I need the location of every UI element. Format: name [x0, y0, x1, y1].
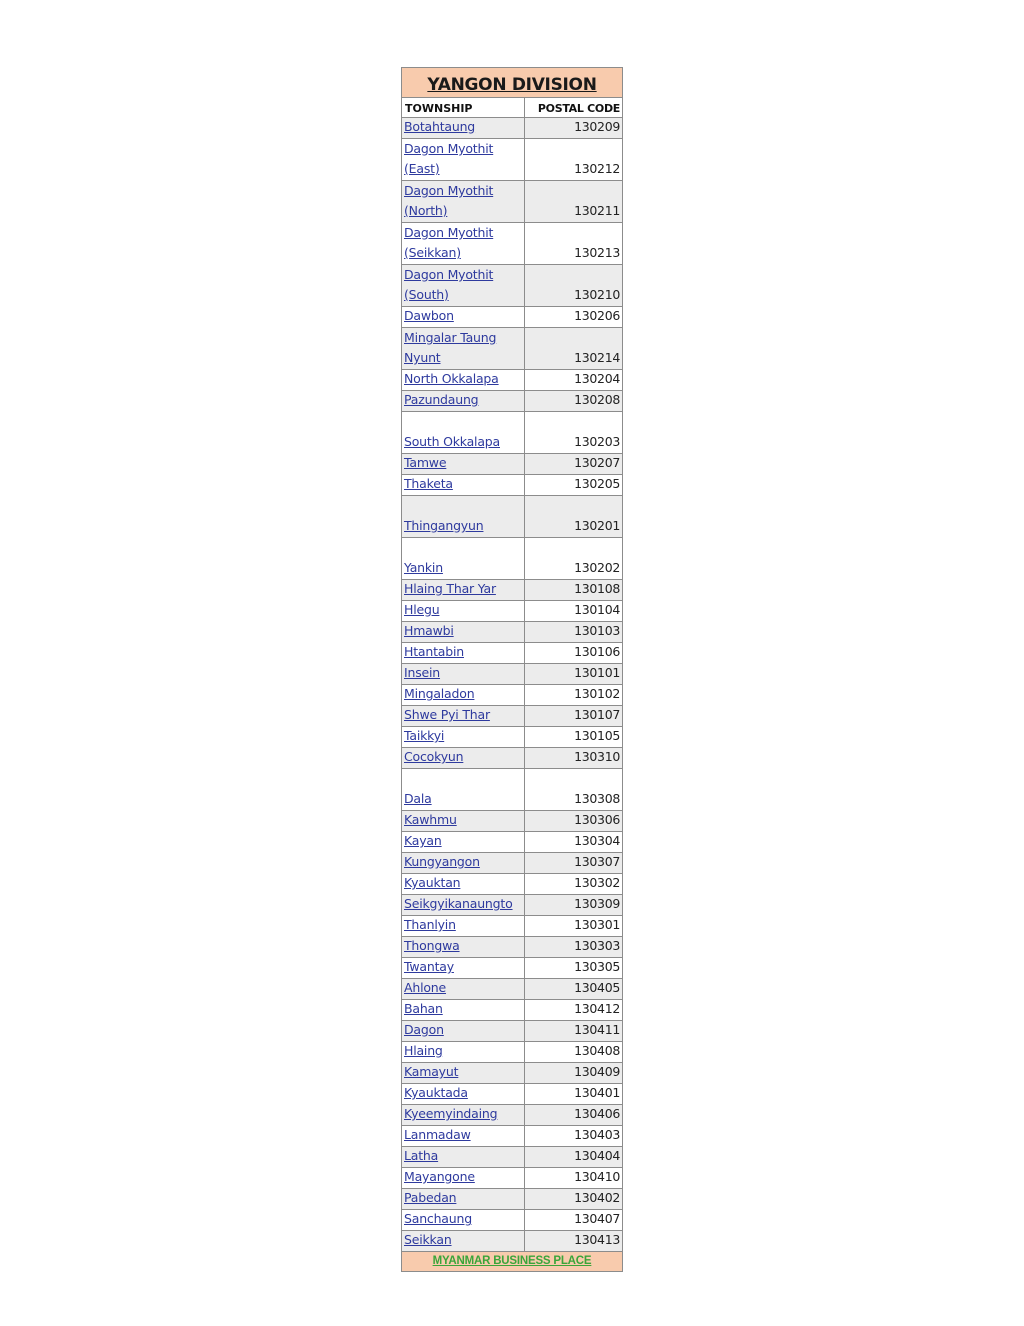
postal-code-cell: 130212: [574, 161, 620, 176]
township-cell: [402, 139, 525, 180]
township-cell: [402, 1210, 525, 1230]
township-link[interactable]: Dawbon: [404, 308, 454, 323]
table-row: [402, 643, 622, 664]
township-cell: [402, 832, 525, 852]
postal-code-cell: 130108: [574, 581, 620, 596]
township-cell: [402, 979, 525, 999]
township-link[interactable]: Dagon Myothit (East): [404, 141, 494, 176]
table-row: [402, 1168, 622, 1189]
township-cell: [402, 895, 525, 915]
township-link[interactable]: Hmawbi: [404, 623, 454, 638]
township-cell: [402, 1147, 525, 1167]
postal-code-cell: 130303: [574, 938, 620, 953]
township-cell: [402, 580, 525, 600]
postal-code-cell: 130209: [574, 119, 620, 134]
table-row: [402, 496, 622, 538]
township-cell: [402, 391, 525, 411]
township-cell: [402, 1168, 525, 1188]
table-row: [402, 1231, 622, 1252]
postal-code-cell: 130210: [574, 287, 620, 302]
township-link[interactable]: Thongwa: [404, 938, 460, 953]
postal-code-cell: 130401: [574, 1085, 620, 1100]
township-link[interactable]: Insein: [404, 665, 441, 680]
township-cell: [402, 307, 525, 327]
township-link[interactable]: Bahan: [404, 1001, 443, 1016]
table-row: [402, 1021, 622, 1042]
table-title: YANGON DIVISION: [402, 68, 622, 98]
township-link[interactable]: Thaketa: [404, 476, 453, 491]
postal-code-cell: 130105: [574, 728, 620, 743]
township-cell: [402, 454, 525, 474]
township-link[interactable]: Yankin: [404, 560, 443, 575]
postal-code-cell: 130403: [574, 1127, 620, 1142]
postal-code-cell: 130402: [574, 1190, 620, 1205]
township-cell: [402, 706, 525, 726]
postal-code-cell: 130302: [574, 875, 620, 890]
township-cell: [402, 727, 525, 747]
table-row: [402, 874, 622, 895]
table-row: [402, 811, 622, 832]
postal-code-cell: 130204: [574, 371, 620, 386]
table-row: [402, 1210, 622, 1231]
township-link[interactable]: Hlaing Thar Yar: [404, 581, 496, 596]
table-row: [402, 832, 622, 853]
township-cell: [402, 496, 525, 537]
township-cell: [402, 643, 525, 663]
table-row: [402, 580, 622, 601]
township-link[interactable]: Twantay: [404, 959, 454, 974]
table-row: [402, 475, 622, 496]
table-row: [402, 664, 622, 685]
postal-code-cell: 130211: [574, 203, 620, 218]
township-link[interactable]: Sanchaung: [404, 1211, 472, 1226]
table-row: [402, 979, 622, 1000]
table-row: [402, 1042, 622, 1063]
township-link[interactable]: Kamayut: [404, 1064, 459, 1079]
table-row: [402, 265, 622, 307]
township-link[interactable]: Seikgyikanaungto: [404, 896, 513, 911]
township-cell: [402, 370, 525, 390]
township-link[interactable]: Thingangyun: [404, 518, 484, 533]
table-row: [402, 370, 622, 391]
township-link[interactable]: Kyeemyindaing: [404, 1106, 498, 1121]
township-cell: [402, 1042, 525, 1062]
table-row: [402, 748, 622, 769]
township-link[interactable]: Botahtaung: [404, 119, 476, 134]
table-row: [402, 601, 622, 622]
header-row: [402, 98, 622, 118]
table-row: [402, 1189, 622, 1210]
township-link[interactable]: Htantabin: [404, 644, 464, 659]
township-link[interactable]: Taikkyi: [404, 728, 445, 743]
postal-code-cell: 130412: [574, 1001, 620, 1016]
township-cell: [402, 1231, 525, 1251]
postal-code-cell: 130307: [574, 854, 620, 869]
postal-code-cell: 130305: [574, 959, 620, 974]
township-cell: [402, 622, 525, 642]
township-link[interactable]: South Okkalapa: [404, 434, 500, 449]
township-link[interactable]: Seikkan: [404, 1232, 452, 1247]
township-link[interactable]: Dala: [404, 791, 432, 806]
postal-code-cell: 130103: [574, 623, 620, 638]
postal-code-cell: 130407: [574, 1211, 620, 1226]
township-link[interactable]: Dagon Myothit (Seikkan): [404, 225, 494, 260]
postal-code-cell: 130310: [574, 749, 620, 764]
table-row: [402, 706, 622, 727]
postal-code-cell: 130304: [574, 833, 620, 848]
table-body: [402, 118, 622, 1252]
postal-code-cell: 130102: [574, 686, 620, 701]
township-cell: [402, 874, 525, 894]
township-cell: [402, 181, 525, 222]
township-link[interactable]: Hlegu: [404, 602, 440, 617]
postal-code-cell: 130308: [574, 791, 620, 806]
postal-code-cell: 130409: [574, 1064, 620, 1079]
postal-code-cell: 130306: [574, 812, 620, 827]
table-row: [402, 1126, 622, 1147]
township-link[interactable]: Kyauktan: [404, 875, 461, 890]
table-row: [402, 1147, 622, 1168]
township-cell: [402, 1063, 525, 1083]
table-row: [402, 895, 622, 916]
township-cell: [402, 916, 525, 936]
postal-code-cell: 130406: [574, 1106, 620, 1121]
postal-code-cell: 130106: [574, 644, 620, 659]
township-column-header: TOWNSHIP: [402, 98, 525, 117]
postal-code-cell: 130104: [574, 602, 620, 617]
postal-code-cell: 130405: [574, 980, 620, 995]
table-row: [402, 727, 622, 748]
township-cell: [402, 328, 525, 369]
township-link[interactable]: Lanmadaw: [404, 1127, 471, 1142]
postal-code-cell: 130201: [574, 518, 620, 533]
township-cell: [402, 811, 525, 831]
postal-code-table: [401, 67, 623, 1272]
township-link[interactable]: Kayan: [404, 833, 442, 848]
table-row: [402, 622, 622, 643]
township-cell: [402, 538, 525, 579]
township-cell: [402, 475, 525, 495]
postal-code-cell: 130214: [574, 350, 620, 365]
postal-code-cell: 130208: [574, 392, 620, 407]
postal-code-cell: 130413: [574, 1232, 620, 1247]
table-row: [402, 412, 622, 454]
postal-code-cell: 130213: [574, 245, 620, 260]
township-cell: [402, 1021, 525, 1041]
postal-code-cell: 130301: [574, 917, 620, 932]
township-link[interactable]: Mingaladon: [404, 686, 475, 701]
township-cell: [402, 118, 525, 138]
postal-code-cell: 130411: [574, 1022, 620, 1037]
table-row: [402, 1000, 622, 1021]
township-cell: [402, 769, 525, 810]
township-link[interactable]: Dagon: [404, 1022, 444, 1037]
table-row: [402, 538, 622, 580]
township-cell: [402, 853, 525, 873]
township-link[interactable]: Thanlyin: [404, 917, 456, 932]
table-row: [402, 1084, 622, 1105]
postal-code-cell: 130202: [574, 560, 620, 575]
postal-code-cell: 130107: [574, 707, 620, 722]
table-row: [402, 916, 622, 937]
table-row: [402, 853, 622, 874]
township-link[interactable]: Mingalar Taung Nyunt: [404, 330, 497, 365]
postal-code-cell: 130206: [574, 308, 620, 323]
postal-code-cell: 130309: [574, 896, 620, 911]
township-cell: [402, 1105, 525, 1125]
township-cell: [402, 937, 525, 957]
township-cell: [402, 958, 525, 978]
table-row: [402, 1063, 622, 1084]
township-cell: [402, 265, 525, 306]
township-link[interactable]: North Okkalapa: [404, 371, 499, 386]
township-cell: [402, 664, 525, 684]
township-link[interactable]: Ahlone: [404, 980, 447, 995]
table-row: [402, 118, 622, 139]
township-cell: [402, 601, 525, 621]
township-cell: [402, 223, 525, 264]
township-cell: [402, 1126, 525, 1146]
township-link[interactable]: Cocokyun: [404, 749, 464, 764]
postal-code-column-header: POSTAL CODE: [537, 102, 620, 115]
township-link[interactable]: Pabedan: [404, 1190, 457, 1205]
township-cell: [402, 412, 525, 453]
postal-code-cell: 130410: [574, 1169, 620, 1184]
postal-code-cell: 130203: [574, 434, 620, 449]
township-link[interactable]: Pazundaung: [404, 392, 479, 407]
table-row: [402, 958, 622, 979]
postal-code-cell: 130207: [574, 455, 620, 470]
table-row: [402, 223, 622, 265]
township-cell: [402, 1189, 525, 1209]
table-row: [402, 307, 622, 328]
township-link[interactable]: Tamwe: [404, 455, 447, 470]
township-link[interactable]: Dagon Myothit (South): [404, 267, 494, 302]
township-link[interactable]: Shwe Pyi Thar: [404, 707, 490, 722]
footer-link[interactable]: MYANMAR BUSINESS PLACE: [402, 1252, 622, 1271]
township-link[interactable]: Mayangone: [404, 1169, 475, 1184]
township-link[interactable]: Dagon Myothit (North): [404, 183, 494, 218]
table-row: [402, 1105, 622, 1126]
table-row: [402, 769, 622, 811]
township-link[interactable]: Latha: [404, 1148, 439, 1163]
township-link[interactable]: Kungyangon: [404, 854, 480, 869]
table-row: [402, 328, 622, 370]
postal-code-cell: 130205: [574, 476, 620, 491]
postal-code-cell: 130404: [574, 1148, 620, 1163]
township-cell: [402, 1000, 525, 1020]
township-link[interactable]: Kawhmu: [404, 812, 457, 827]
postal-code-cell: 130101: [574, 665, 620, 680]
table-row: [402, 454, 622, 475]
table-row: [402, 937, 622, 958]
table-row: [402, 391, 622, 412]
township-cell: [402, 685, 525, 705]
township-cell: [402, 1084, 525, 1104]
township-link[interactable]: Hlaing: [404, 1043, 443, 1058]
table-row: [402, 139, 622, 181]
township-link[interactable]: Kyauktada: [404, 1085, 468, 1100]
postal-code-cell: 130408: [574, 1043, 620, 1058]
table-row: [402, 685, 622, 706]
table-row: [402, 181, 622, 223]
township-cell: [402, 748, 525, 768]
